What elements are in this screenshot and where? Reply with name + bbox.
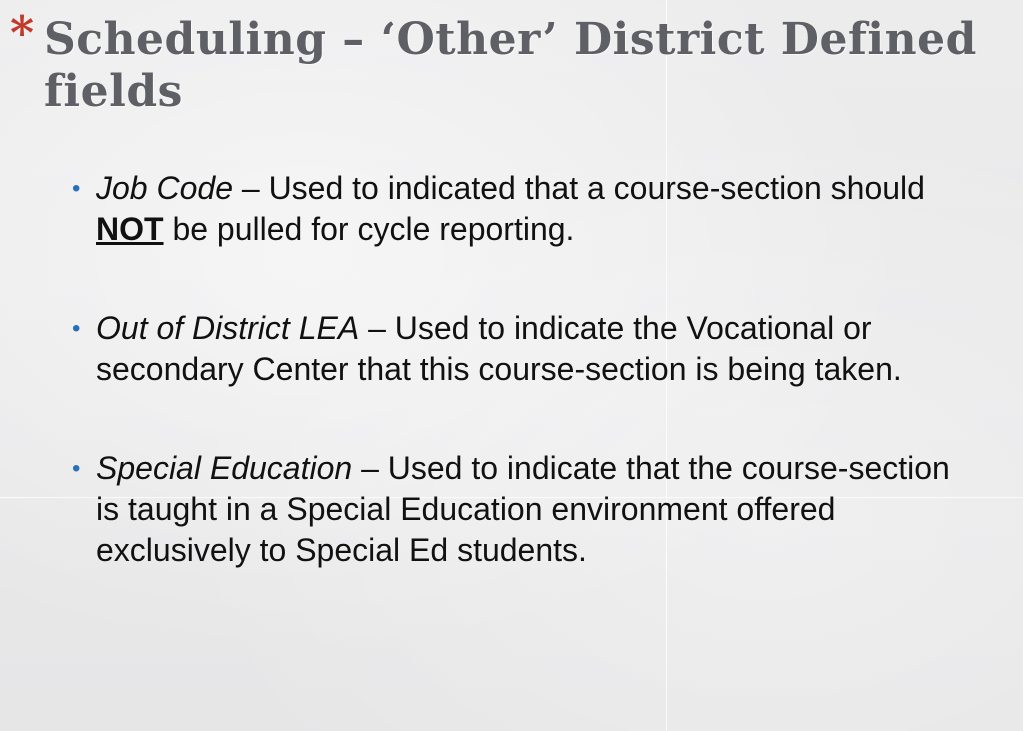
bullet-emphasis: NOT [96, 211, 164, 247]
bullet-icon: • [72, 175, 81, 202]
title-text: Scheduling – ‘Other’ District Defined fields [44, 14, 977, 117]
bullet-out-of-district-lea [72, 308, 972, 390]
bullet-icon: • [72, 455, 81, 482]
bullet-text: – Used to indicate the Vocational or secondary Center that this course-section is being taken. [96, 310, 902, 387]
bullet-text-end: be pulled for cycle reporting. [163, 211, 575, 247]
bullet-term: Special Education [96, 450, 353, 486]
bullet-term: Job Code [96, 170, 233, 206]
asterisk-icon: * [10, 6, 35, 60]
bullet-job-code [72, 168, 972, 250]
bullet-list [72, 168, 972, 571]
bullet-term: Out of District LEA [96, 310, 360, 346]
bullet-text: – Used to indicate that the course-section is taught in a Special Education environment offered exclusively to Special Ed students. [96, 450, 950, 568]
bullet-special-education [72, 448, 972, 571]
bullet-icon: • [72, 315, 81, 342]
bullet-text: – Used to indicated that a course-section should [232, 170, 925, 206]
